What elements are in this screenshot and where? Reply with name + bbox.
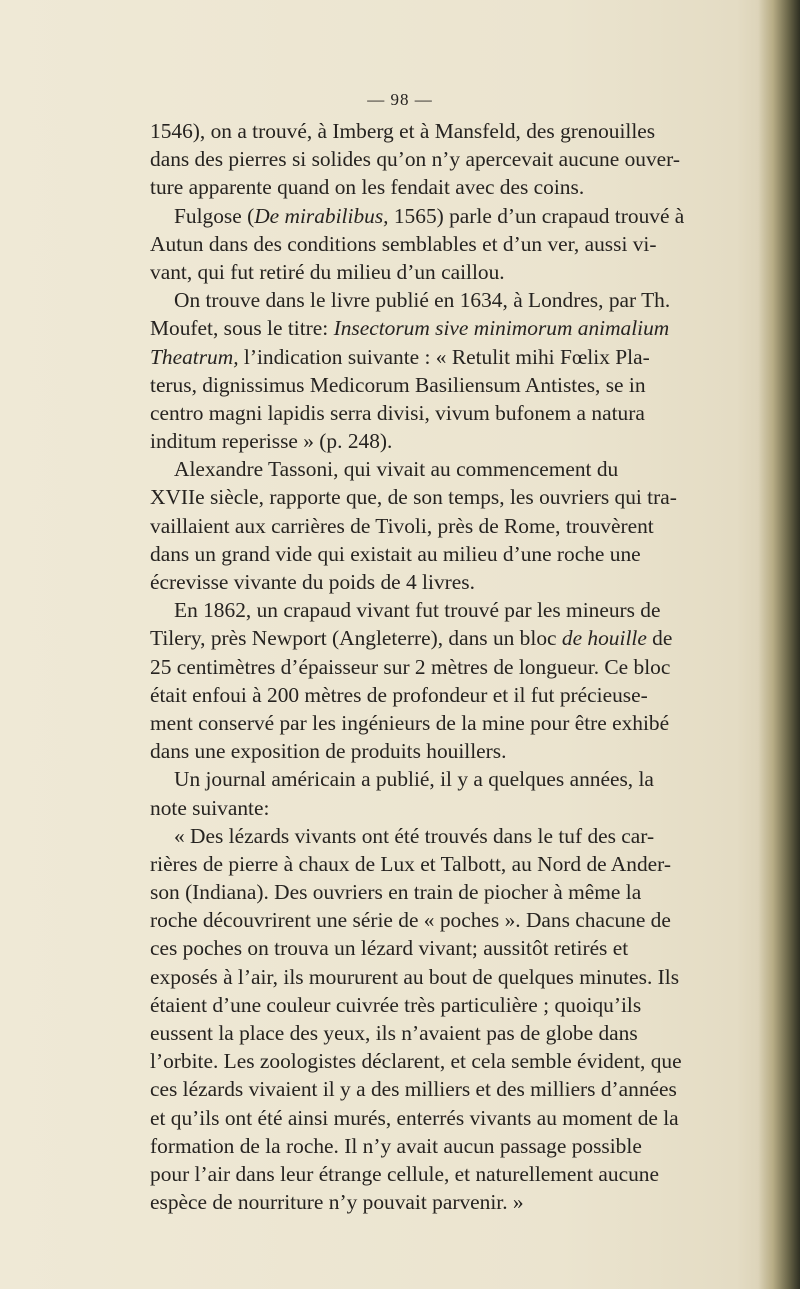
text-line: rières de pierre à chaux de Lux et Talbott, au Nord de Ander- <box>150 851 671 876</box>
text-line: ces poches on trouva un lézard vivant; aussitôt retirés et <box>150 936 629 961</box>
page-number: — 98 — <box>367 90 433 109</box>
text-line: Autun dans des conditions semblables et d’un ver, aussi vi- <box>150 231 657 256</box>
text-line: inditum reperisse » (p. 248). <box>150 429 393 454</box>
text-line: était enfoui à 200 mètres de profondeur et il fut précieuse- <box>150 682 648 707</box>
text-line: En 1862, un crapaud vivant fut trouvé par les mineurs de <box>174 598 661 623</box>
text-line: étaient d’une couleur cuivrée très particulière ; quoiqu’ils <box>150 992 642 1017</box>
text-run: Tilery, près Newport (Angleterre), dans un bloc <box>150 626 562 651</box>
text-line: ment conservé par les ingénieurs de la mine pour être exhibé <box>150 710 670 735</box>
text-line: écrevisse vivante du poids de 4 livres. <box>150 570 475 594</box>
text-line: dans une exposition de produits houillers. <box>150 739 507 764</box>
text-line: Alexandre Tassoni, qui vivait au commencement du <box>174 457 619 482</box>
text-line: « Des lézards vivants ont été trouvés dans le tuf des car- <box>174 823 655 848</box>
text-line: roche découvrirent une série de « poches ». Dans chacune de <box>150 908 671 933</box>
text-line: vant, qui fut retiré du milieu d’un caillou. <box>150 259 505 284</box>
text-line <box>150 202 718 230</box>
text-line: espèce de nourriture n’y pouvait parvenir. » <box>150 1190 524 1215</box>
text-line: dans un grand vide qui existait au milieu d’une roche une <box>150 541 641 566</box>
text-run: Fulgose ( <box>174 203 255 228</box>
text-line: centro magni lapidis serra divisi, vivum bufonem a natura <box>150 400 645 425</box>
italic-term: de houille <box>561 626 647 651</box>
text-line: exposés à l’air, ils moururent au bout de quelques minutes. Ils <box>150 964 680 989</box>
text-line: 1546), on a trouvé, à Imberg et à Mansfeld, des grenouilles <box>150 119 656 143</box>
text-line: XVIIe siècle, rapporte que, de son temps, les ouvriers qui tra- <box>150 485 677 510</box>
text-run: l’indication suivante : « Retulit mihi Fœlix Pla- <box>238 344 650 369</box>
text-line: 25 centimètres d’épaisseur sur 2 mètres de longueur. Ce bloc <box>150 654 671 679</box>
page-edge-shadow <box>758 0 800 1289</box>
book-title-italic: De mirabilibus, <box>254 203 389 228</box>
text-run: Moufet, sous le titre: <box>150 316 334 341</box>
body-text <box>150 117 718 1216</box>
text-line: l’orbite. Les zoologistes déclarent, et cela semble évident, que <box>150 1049 682 1074</box>
text-run: 1565) parle d’un crapaud trouvé à <box>388 203 685 228</box>
text-line: On trouve dans le livre publié en 1634, à Londres, par Th. <box>174 288 671 313</box>
text-line: note suivante: <box>150 795 270 820</box>
text-line: ture apparente quand on les fendait avec des coins. <box>150 175 585 200</box>
text-line <box>150 343 718 371</box>
text-line <box>150 314 718 342</box>
book-title-italic: Insectorum sive minimorum animalium <box>333 316 670 341</box>
text-line: son (Indiana). Des ouvriers en train de piocher à même la <box>150 880 642 905</box>
text-line: pour l’air dans leur étrange cellule, et naturellement aucune <box>150 1161 659 1186</box>
text-line <box>150 624 718 652</box>
text-line: vaillaient aux carrières de Tivoli, près de Rome, trouvèrent <box>150 513 654 538</box>
text-line: dans des pierres si solides qu’on n’y apercevait aucune ouver- <box>150 147 680 172</box>
text-line: Un journal américain a publié, il y a quelques années, la <box>174 767 654 792</box>
text-line: eussent la place des yeux, ils n’avaient pas de globe dans <box>150 1021 638 1045</box>
text-line: formation de la roche. Il n’y avait aucun passage possible <box>150 1133 642 1158</box>
text-run: de <box>646 626 673 651</box>
text-line: et qu’ils ont été ainsi murés, enterrés vivants au moment de la <box>150 1105 679 1130</box>
text-line: ces lézards vivaient il y a des milliers et des milliers d’années <box>150 1077 677 1102</box>
text-line: terus, dignissimus Medicorum Basiliensum Antistes, se in <box>150 372 646 397</box>
book-title-italic: Theatrum, <box>150 344 239 369</box>
